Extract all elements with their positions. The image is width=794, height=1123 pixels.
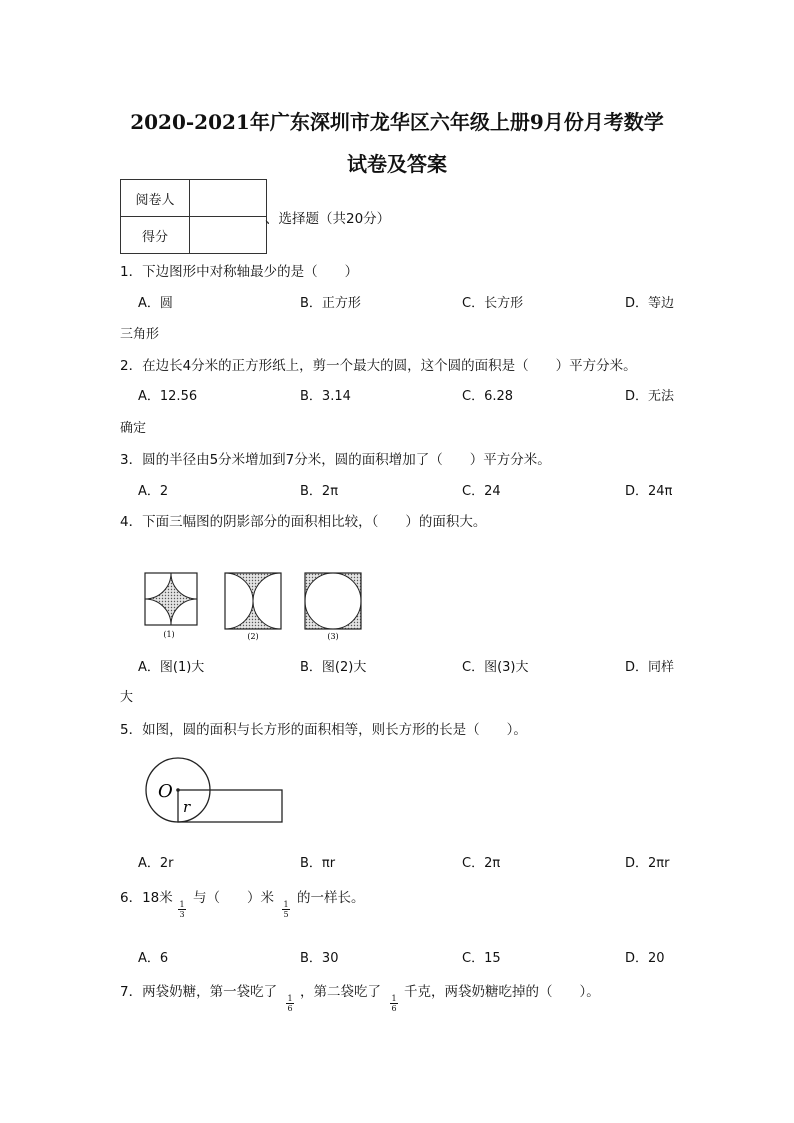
q3-option-a: A．2	[138, 484, 169, 499]
q1-option-d-wrap: 三角形	[120, 327, 160, 342]
q6-fraction-1-den: 3	[179, 910, 185, 919]
page-title-line2: 试卷及答案	[347, 152, 447, 176]
q4-figures	[140, 570, 340, 645]
q6-stem-part-3: 的一样长。	[297, 890, 365, 906]
q6-option-a: A．6	[138, 951, 169, 966]
q5-center-dot	[176, 788, 180, 792]
q2-stem: 2．在边长4分米的正方形纸上，剪一个最大的圆，这个圆的面积是（ ）平方分米。	[120, 358, 637, 374]
q6-option-c: C．15	[462, 951, 501, 966]
q4-figure-1	[145, 573, 197, 625]
q5-stem: 5．如图，圆的面积与长方形的面积相等，则长方形的长是（ ）。	[120, 722, 527, 738]
q3-option-c: C．24	[462, 484, 501, 499]
q4-option-d: D．同样	[625, 660, 675, 675]
q7-stem-part-2: ，第二袋吃了	[300, 984, 381, 1000]
score-cell	[190, 217, 267, 254]
q1-option-a: A．圆	[138, 296, 173, 311]
q7-fraction-1-den: 6	[287, 1004, 293, 1013]
q2-option-c: C．6.28	[462, 389, 514, 404]
section-heading: 、选择题（共20分）	[265, 211, 391, 227]
q7-fraction-2-den: 6	[391, 1004, 397, 1013]
q5-figure	[140, 755, 300, 825]
q7-stem-part-1: 7．两袋奶糖，第一袋吃了	[120, 984, 278, 1000]
q2-option-d-wrap: 确定	[120, 421, 147, 436]
q6-option-d: D．20	[625, 951, 665, 966]
reviewer-cell	[190, 180, 267, 217]
q3-option-b: B．2π	[300, 484, 339, 499]
q4-option-b: B．图(2)大	[300, 660, 367, 675]
q2-option-d: D．无法	[625, 389, 675, 404]
q6-fraction-2	[281, 900, 291, 919]
q6-stem-part-1: 6．18米	[120, 890, 173, 906]
q1-stem: 1．下边图形中对称轴最少的是（ ）	[120, 264, 359, 280]
q7-stem-part-3: 千克，两袋奶糖吃掉的（ ）。	[404, 984, 600, 1000]
q4-option-a: A．图(1)大	[138, 660, 205, 675]
q7-fraction-1-num: 1	[287, 994, 293, 1003]
page-title-line1: 2020-2021年广东深圳市龙华区六年级上册9月份月考数学	[130, 110, 664, 134]
q5-option-c: C．2π	[462, 856, 501, 871]
q5-radius-label: r	[183, 798, 191, 816]
q1-option-b: B．正方形	[300, 296, 361, 311]
q5-option-b: B．πr	[300, 856, 336, 871]
q6-fraction-1-num: 1	[179, 900, 185, 909]
q7-fraction-2	[389, 994, 399, 1013]
q4-figure-2-label: (2)	[247, 632, 259, 641]
q4-figure-1-label: (1)	[163, 630, 175, 639]
q1-option-c: C．长方形	[462, 296, 524, 311]
q4-option-c: C．图(3)大	[462, 660, 529, 675]
q7-fraction-2-num: 1	[391, 994, 397, 1003]
q7-fraction-1	[285, 994, 295, 1013]
q3-option-d: D．24π	[625, 484, 673, 499]
q1-option-d: D．等边	[625, 296, 675, 311]
q2-option-b: B．3.14	[300, 389, 351, 404]
q3-stem: 3．圆的半径由5分米增加到7分米，圆的面积增加了（ ）平方分米。	[120, 452, 551, 468]
q6-stem-part-2: 与（ ）米	[193, 890, 274, 906]
q4-figure-3	[305, 573, 361, 629]
q5-option-d: D．2πr	[625, 856, 670, 871]
q6-fraction-2-num: 1	[283, 900, 289, 909]
q6-fraction-2-den: 5	[283, 910, 289, 919]
grade-table	[120, 179, 267, 254]
q4-stem: 4．下面三幅图的阴影部分的面积相比较，（ ）的面积大。	[120, 514, 487, 530]
q4-figure-3-label: (3)	[327, 632, 339, 641]
q4-option-d-wrap: 大	[120, 690, 134, 705]
q4-figure-2	[225, 573, 281, 629]
q6-option-b: B．30	[300, 951, 339, 966]
reviewer-label: 阅卷人	[121, 180, 190, 217]
q2-option-a: A．12.56	[138, 389, 198, 404]
q6-fraction-1	[177, 900, 187, 919]
q5-center-label: O	[158, 781, 173, 802]
score-label: 得分	[121, 217, 190, 254]
q5-option-a: A．2r	[138, 856, 174, 871]
